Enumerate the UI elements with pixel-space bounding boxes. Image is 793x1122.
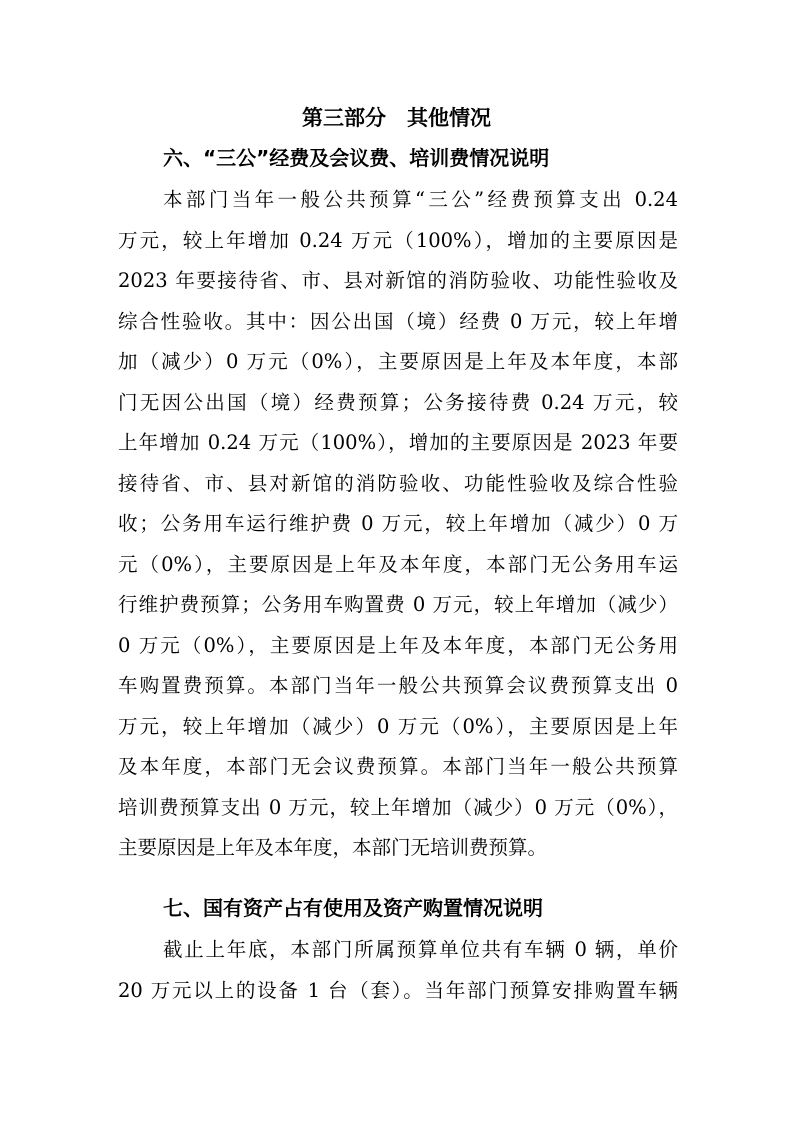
paragraph-line: 行维护费预算；公务用车购置费 0 万元，较上年增加（减少）	[118, 593, 678, 616]
section-seven-heading: 七、国有资产占有使用及资产购置情况说明	[163, 896, 543, 920]
paragraph-line: 车购置费预算。本部门当年一般公共预算会议费预算支出 0	[118, 674, 678, 697]
paragraph-line: 万元，较上年增加（减少）0 万元（0%），主要原因是上年	[118, 714, 678, 738]
paragraph-line: 加（减少）0 万元（0%），主要原因是上年及本年度，本部	[118, 350, 678, 373]
paragraph-line: 接待省、市、县对新馆的消防验收、功能性验收及综合性验	[118, 471, 678, 495]
paragraph-line: 截止上年底，本部门所属预算单位共有车辆 0 辆，单价	[163, 938, 678, 961]
section-six-heading: 六、“三公”经费及会议费、培训费情况说明	[163, 146, 550, 170]
paragraph-line: 本部门当年一般公共预算“三公”经费预算支出 0.24	[163, 188, 678, 211]
section-six-paragraph	[118, 180, 678, 869]
paragraph-line: 元（0%），主要原因是上年及本年度，本部门无公务用车运	[118, 552, 678, 576]
paragraph-line: 门无因公出国（境）经费预算；公务接待费 0.24 万元，较	[118, 390, 678, 414]
paragraph-line: 收；公务用车运行维护费 0 万元，较上年增加（减少）0 万	[118, 512, 678, 535]
paragraph-line: 上年增加 0.24 万元（100%），增加的主要原因是 2023 年要	[118, 431, 678, 454]
paragraph-line: 培训费预算支出 0 万元，较上年增加（减少）0 万元（0%），	[118, 795, 678, 819]
paragraph-line: 主要原因是上年及本年度，本部门无培训费预算。	[118, 836, 548, 859]
paragraph-line: 万元，较上年增加 0.24 万元（100%），增加的主要原因是	[118, 228, 678, 252]
paragraph-line: 综合性验收。其中：因公出国（境）经费 0 万元，较上年增	[118, 309, 678, 333]
part-title: 第三部分 其他情况	[302, 106, 491, 130]
section-seven-paragraph	[118, 930, 678, 1011]
paragraph-line: 2023 年要接待省、市、县对新馆的消防验收、功能性验收及	[118, 269, 678, 292]
paragraph-line: 20 万元以上的设备 1 台（套）。当年部门预算安排购置车辆	[118, 978, 678, 1002]
paragraph-line: 0 万元（0%），主要原因是上年及本年度，本部门无公务用	[118, 633, 678, 657]
paragraph-line: 及本年度，本部门无会议费预算。本部门当年一般公共预算	[118, 755, 678, 778]
